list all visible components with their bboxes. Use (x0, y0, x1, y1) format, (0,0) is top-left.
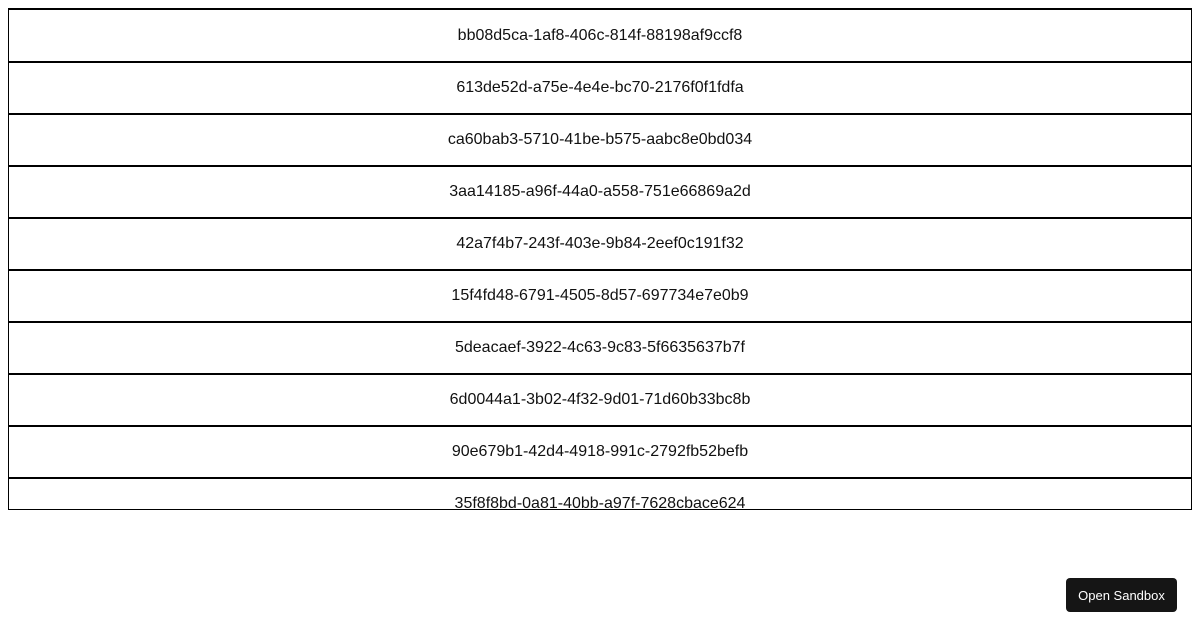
list-item[interactable]: 613de52d-a75e-4e4e-bc70-2176f0f1fdfa (9, 61, 1191, 113)
list-item[interactable]: bb08d5ca-1af8-406c-814f-88198af9ccf8 (9, 9, 1191, 61)
list-item[interactable]: 90e679b1-42d4-4918-991c-2792fb52befb (9, 425, 1191, 477)
list-item[interactable]: 35f8f8bd-0a81-40bb-a97f-7628cbace624 (9, 477, 1191, 510)
list-item[interactable]: ca60bab3-5710-41be-b575-aabc8e0bd034 (9, 113, 1191, 165)
list-item[interactable]: 6d0044a1-3b02-4f32-9d01-71d60b33bc8b (9, 373, 1191, 425)
list-inner (9, 9, 1191, 510)
list-item[interactable]: 3aa14185-a96f-44a0-a558-751e66869a2d (9, 165, 1191, 217)
list-item[interactable]: 5deacaef-3922-4c63-9c83-5f6635637b7f (9, 321, 1191, 373)
virtual-list[interactable] (8, 8, 1192, 510)
list-item[interactable]: 42a7f4b7-243f-403e-9b84-2eef0c191f32 (9, 217, 1191, 269)
list-item[interactable]: 15f4fd48-6791-4505-8d57-697734e7e0b9 (9, 269, 1191, 321)
open-sandbox-button[interactable]: Open Sandbox (1066, 578, 1177, 612)
